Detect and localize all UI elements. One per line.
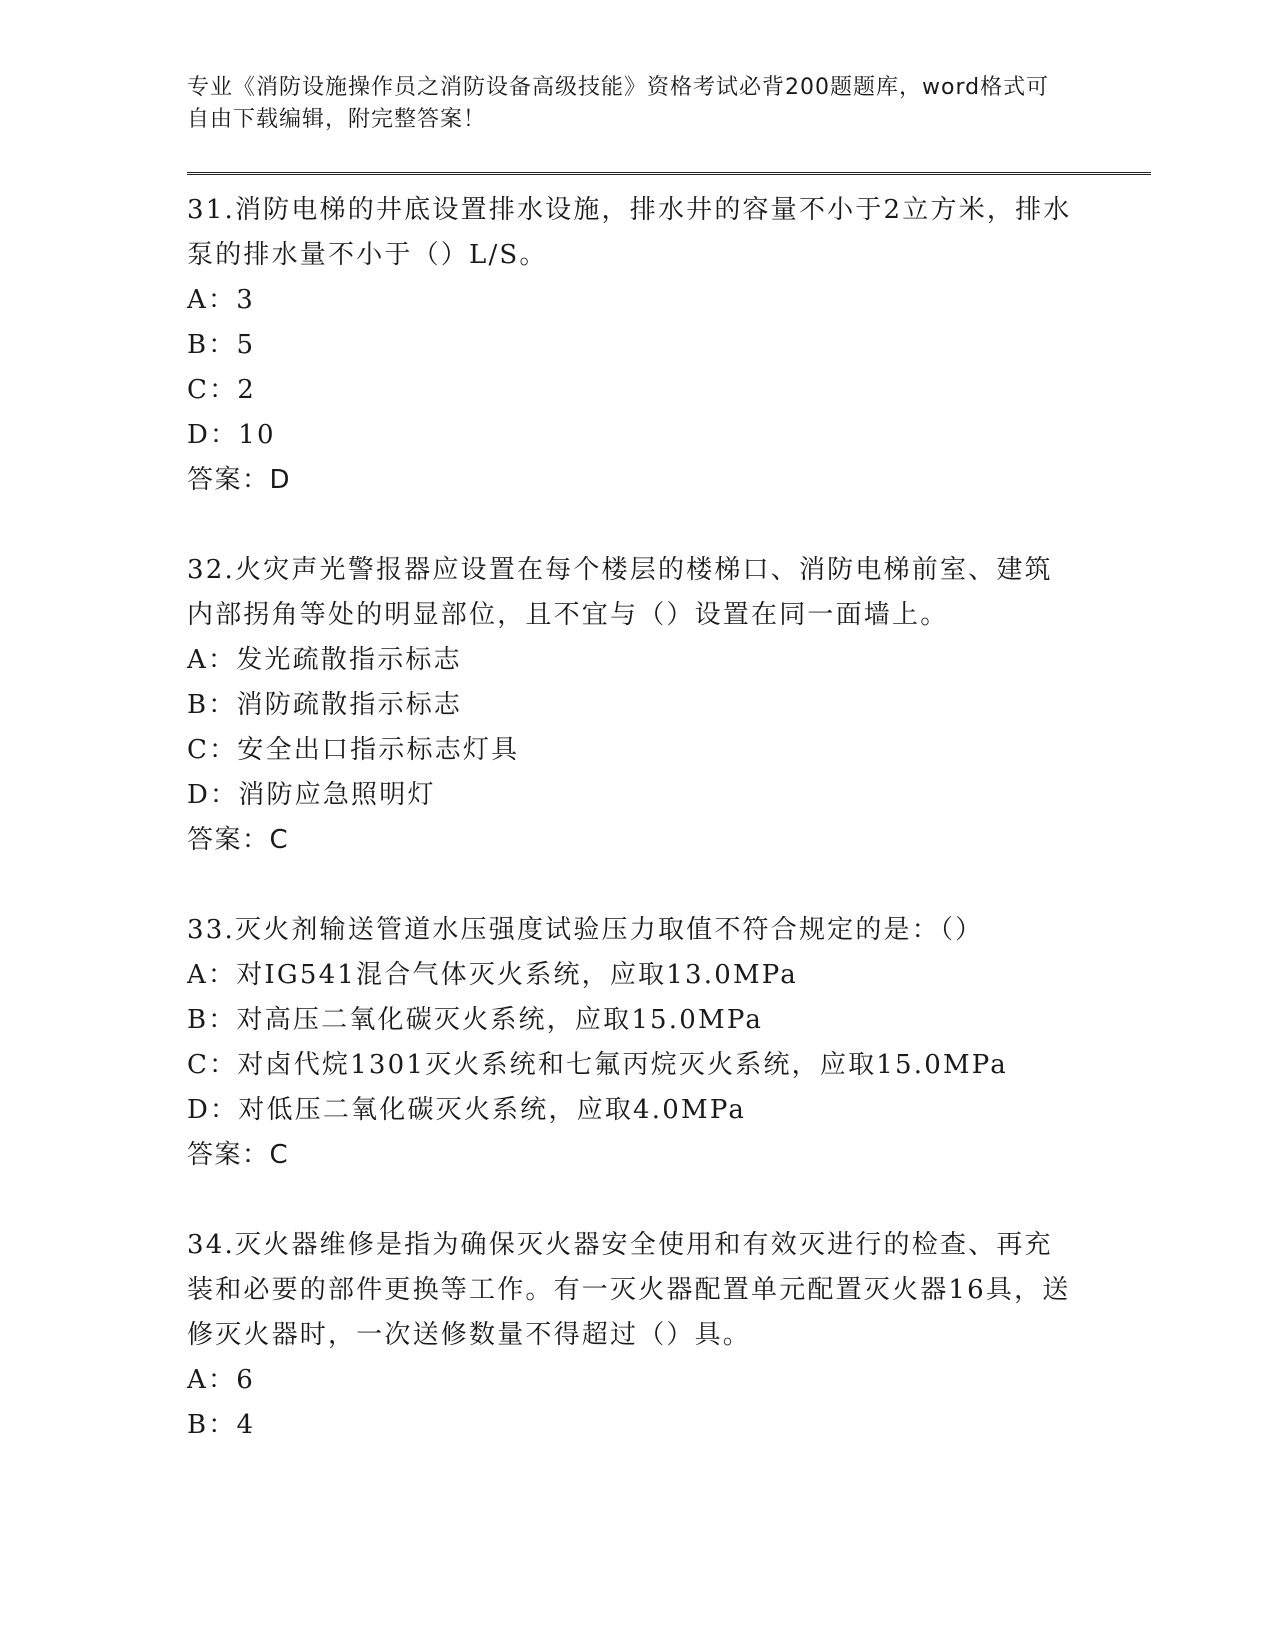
option-c: C：安全出口指示标志灯具 bbox=[187, 735, 520, 765]
option-b: B：5 bbox=[187, 330, 256, 360]
option-b: B：消防疏散指示标志 bbox=[187, 690, 463, 720]
question-stem: 31.消防电梯的井底设置排水设施，排水井的容量不小于2立方米，排水泵的排水量不小于（）L/S。 bbox=[187, 195, 1072, 270]
option-a: A：发光疏散指示标志 bbox=[187, 645, 462, 675]
option-a: A：3 bbox=[187, 285, 255, 315]
option-b: B：4 bbox=[187, 1410, 256, 1440]
document-header: 专业《消防设施操作员之消防设备高级技能》资格考试必背200题题库，word格式可自由下载编辑，附完整答案！ bbox=[187, 75, 1050, 132]
spacer bbox=[187, 503, 1087, 548]
option-c: C：2 bbox=[187, 375, 257, 405]
question-stem: 33.灭火剂输送管道水压强度试验压力取值不符合规定的是：（） bbox=[187, 915, 984, 945]
answer-line: 答案：C bbox=[187, 825, 290, 855]
header-divider bbox=[187, 172, 1151, 178]
option-a: A：6 bbox=[187, 1365, 255, 1395]
question-stem: 34.灭火器维修是指为确保灭火器安全使用和有效灭进行的检查、再充装和必要的部件更换等工作。有一灭火器配置单元配置灭火器16具，送修灭火器时，一次送修数量不得超过（）具。 bbox=[187, 1230, 1071, 1350]
option-d: D：消防应急照明灯 bbox=[187, 780, 436, 810]
option-c: C：对卤代烷1301灭火系统和七氟丙烷灭火系统，应取15.0MPa bbox=[187, 1050, 1009, 1080]
option-a: A：对IG541混合气体灭火系统，应取13.0MPa bbox=[187, 960, 798, 990]
answer-line: 答案：D bbox=[187, 465, 292, 495]
option-b: B：对高压二氧化碳灭火系统，应取15.0MPa bbox=[187, 1005, 764, 1035]
option-d: D：对低压二氧化碳灭火系统，应取4.0MPa bbox=[187, 1095, 747, 1125]
question-stem: 32.火灾声光警报器应设置在每个楼层的楼梯口、消防电梯前室、建筑内部拐角等处的明显部位，且不宜与（）设置在同一面墙上。 bbox=[187, 555, 1053, 630]
spacer bbox=[187, 1178, 1087, 1223]
spacer bbox=[187, 863, 1087, 908]
answer-line: 答案：C bbox=[187, 1140, 290, 1170]
question-33 bbox=[187, 908, 1087, 1178]
question-32 bbox=[187, 548, 1087, 863]
question-34 bbox=[187, 1223, 1087, 1448]
question-31 bbox=[187, 188, 1087, 503]
document-page bbox=[187, 72, 1087, 1448]
option-d: D：10 bbox=[187, 420, 276, 450]
